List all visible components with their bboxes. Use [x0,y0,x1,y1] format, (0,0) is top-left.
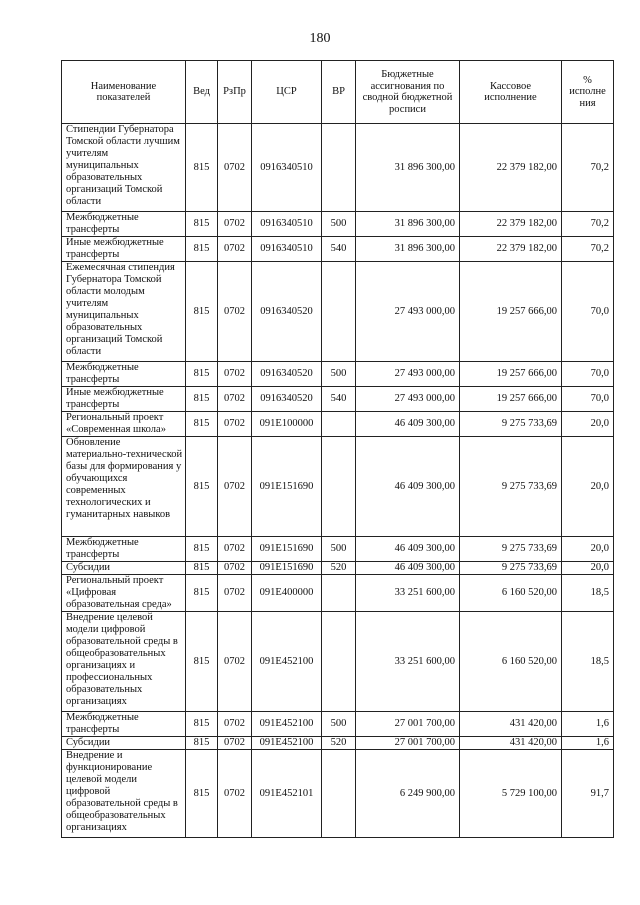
cell-pct: 18,5 [562,575,614,612]
cell-vr [322,612,356,712]
header-ved: Вед [186,61,218,124]
cell-csr: 0916340520 [252,387,322,412]
cell-vr: 500 [322,537,356,562]
cell-assign: 6 249 900,00 [356,750,460,838]
cell-assign: 27 493 000,00 [356,262,460,362]
cell-csr: 091E151690 [252,562,322,575]
cell-vr: 500 [322,362,356,387]
cell-pct: 70,2 [562,212,614,237]
header-csr: ЦСР [252,61,322,124]
cell-pct: 20,0 [562,412,614,437]
cell-csr: 091E151690 [252,437,322,537]
cell-name: Межбюджетные трансферты [62,362,186,387]
table-row [62,437,614,537]
cell-ved: 815 [186,262,218,362]
cell-name: Иные межбюджетные трансферты [62,387,186,412]
cell-ved: 815 [186,237,218,262]
cell-rzpr: 0702 [218,412,252,437]
cell-csr: 091E452100 [252,737,322,750]
cell-kass: 19 257 666,00 [460,262,562,362]
cell-pct: 20,0 [562,437,614,537]
cell-name: Субсидии [62,737,186,750]
cell-kass: 9 275 733,69 [460,437,562,537]
cell-pct: 18,5 [562,612,614,712]
cell-pct: 70,0 [562,387,614,412]
cell-csr: 091E400000 [252,575,322,612]
cell-rzpr: 0702 [218,750,252,838]
cell-rzpr: 0702 [218,362,252,387]
cell-rzpr: 0702 [218,737,252,750]
cell-name: Внедрение целевой модели цифровой образовательной среды в общеобразовательных организациях и профессиональных образовательных организациях [62,612,186,712]
cell-pct: 70,2 [562,124,614,212]
cell-kass: 5 729 100,00 [460,750,562,838]
cell-rzpr: 0702 [218,612,252,712]
cell-assign: 31 896 300,00 [356,124,460,212]
cell-vr: 520 [322,737,356,750]
cell-csr: 091E452100 [252,712,322,737]
table-row [62,737,614,750]
header-name: Наименование показателей [62,61,186,124]
cell-assign: 46 409 300,00 [356,437,460,537]
cell-pct: 20,0 [562,562,614,575]
cell-name: Ежемесячная стипендия Губернатора Томской области молодым учителям муниципальных образовательных организаций Томской области [62,262,186,362]
cell-vr: 540 [322,237,356,262]
cell-pct: 1,6 [562,712,614,737]
cell-csr: 091E151690 [252,537,322,562]
cell-ved: 815 [186,412,218,437]
cell-csr: 0916340520 [252,362,322,387]
cell-kass: 19 257 666,00 [460,387,562,412]
cell-assign: 27 493 000,00 [356,362,460,387]
cell-csr: 0916340510 [252,212,322,237]
cell-kass: 6 160 520,00 [460,575,562,612]
cell-assign: 27 001 700,00 [356,712,460,737]
cell-assign: 46 409 300,00 [356,562,460,575]
table-row [62,575,614,612]
cell-rzpr: 0702 [218,124,252,212]
cell-pct: 91,7 [562,750,614,838]
cell-kass: 6 160 520,00 [460,612,562,712]
cell-ved: 815 [186,362,218,387]
cell-name: Субсидии [62,562,186,575]
cell-assign: 33 251 600,00 [356,575,460,612]
cell-kass: 22 379 182,00 [460,237,562,262]
cell-csr: 0916340510 [252,124,322,212]
cell-vr [322,750,356,838]
cell-rzpr: 0702 [218,712,252,737]
table-row [62,750,614,838]
cell-rzpr: 0702 [218,262,252,362]
cell-pct: 1,6 [562,737,614,750]
cell-ved: 815 [186,537,218,562]
cell-name: Межбюджетные трансферты [62,712,186,737]
cell-kass: 9 275 733,69 [460,562,562,575]
cell-vr [322,412,356,437]
table-row [62,412,614,437]
cell-rzpr: 0702 [218,212,252,237]
cell-vr: 500 [322,212,356,237]
cell-kass: 22 379 182,00 [460,212,562,237]
cell-name: Иные межбюджетные трансферты [62,237,186,262]
cell-kass: 9 275 733,69 [460,537,562,562]
table-row [62,612,614,712]
cell-ved: 815 [186,212,218,237]
budget-table [61,60,614,838]
cell-pct: 70,0 [562,362,614,387]
cell-ved: 815 [186,712,218,737]
header-vr: ВР [322,61,356,124]
cell-ved: 815 [186,750,218,838]
table-row [62,212,614,237]
cell-kass: 9 275 733,69 [460,412,562,437]
cell-ved: 815 [186,562,218,575]
cell-vr: 520 [322,562,356,575]
cell-vr [322,124,356,212]
cell-ved: 815 [186,124,218,212]
cell-assign: 27 001 700,00 [356,737,460,750]
table-row [62,262,614,362]
cell-vr [322,262,356,362]
cell-vr: 540 [322,387,356,412]
cell-name: Межбюджетные трансферты [62,537,186,562]
cell-csr: 0916340520 [252,262,322,362]
cell-name: Стипендии Губернатора Томской области лучшим учителям муниципальных образовательных организаций Томской области [62,124,186,212]
cell-assign: 31 896 300,00 [356,212,460,237]
cell-kass: 431 420,00 [460,712,562,737]
cell-ved: 815 [186,612,218,712]
table-row [62,237,614,262]
table-header-row [62,61,614,124]
header-cash-execution: Кассовое исполнение [460,61,562,124]
cell-pct: 70,0 [562,262,614,362]
cell-kass: 431 420,00 [460,737,562,750]
cell-ved: 815 [186,737,218,750]
cell-csr: 091E452100 [252,612,322,712]
table-row [62,712,614,737]
header-percent: % исполне ния [562,61,614,124]
cell-pct: 70,2 [562,237,614,262]
cell-rzpr: 0702 [218,562,252,575]
cell-csr: 091E100000 [252,412,322,437]
table-row [62,537,614,562]
cell-name: Внедрение и функционирование целевой модели цифровой образовательной среды в общеобразовательных организациях [62,750,186,838]
cell-rzpr: 0702 [218,575,252,612]
table-row [62,387,614,412]
table-row [62,562,614,575]
header-assignments: Бюджетные ассигнования по сводной бюджетной росписи [356,61,460,124]
cell-rzpr: 0702 [218,437,252,537]
cell-rzpr: 0702 [218,537,252,562]
cell-assign: 27 493 000,00 [356,387,460,412]
table-row [62,362,614,387]
cell-name: Обновление материально-технической базы для формирования у обучающихся современных технологических и гуманитарных навыков [62,437,186,537]
table-body [62,124,614,838]
cell-assign: 46 409 300,00 [356,412,460,437]
cell-assign: 31 896 300,00 [356,237,460,262]
cell-vr [322,437,356,537]
cell-pct: 20,0 [562,537,614,562]
table-row [62,124,614,212]
cell-ved: 815 [186,575,218,612]
cell-rzpr: 0702 [218,387,252,412]
cell-rzpr: 0702 [218,237,252,262]
page-number: 180 [309,31,331,46]
cell-name: Региональный проект «Современная школа» [62,412,186,437]
cell-kass: 19 257 666,00 [460,362,562,387]
header-rzpr: РзПр [218,61,252,124]
cell-ved: 815 [186,387,218,412]
cell-name: Региональный проект «Цифровая образовательная среда» [62,575,186,612]
cell-name: Межбюджетные трансферты [62,212,186,237]
cell-kass: 22 379 182,00 [460,124,562,212]
cell-vr [322,575,356,612]
cell-assign: 33 251 600,00 [356,612,460,712]
cell-csr: 091E452101 [252,750,322,838]
cell-vr: 500 [322,712,356,737]
cell-ved: 815 [186,437,218,537]
cell-csr: 0916340510 [252,237,322,262]
cell-assign: 46 409 300,00 [356,537,460,562]
